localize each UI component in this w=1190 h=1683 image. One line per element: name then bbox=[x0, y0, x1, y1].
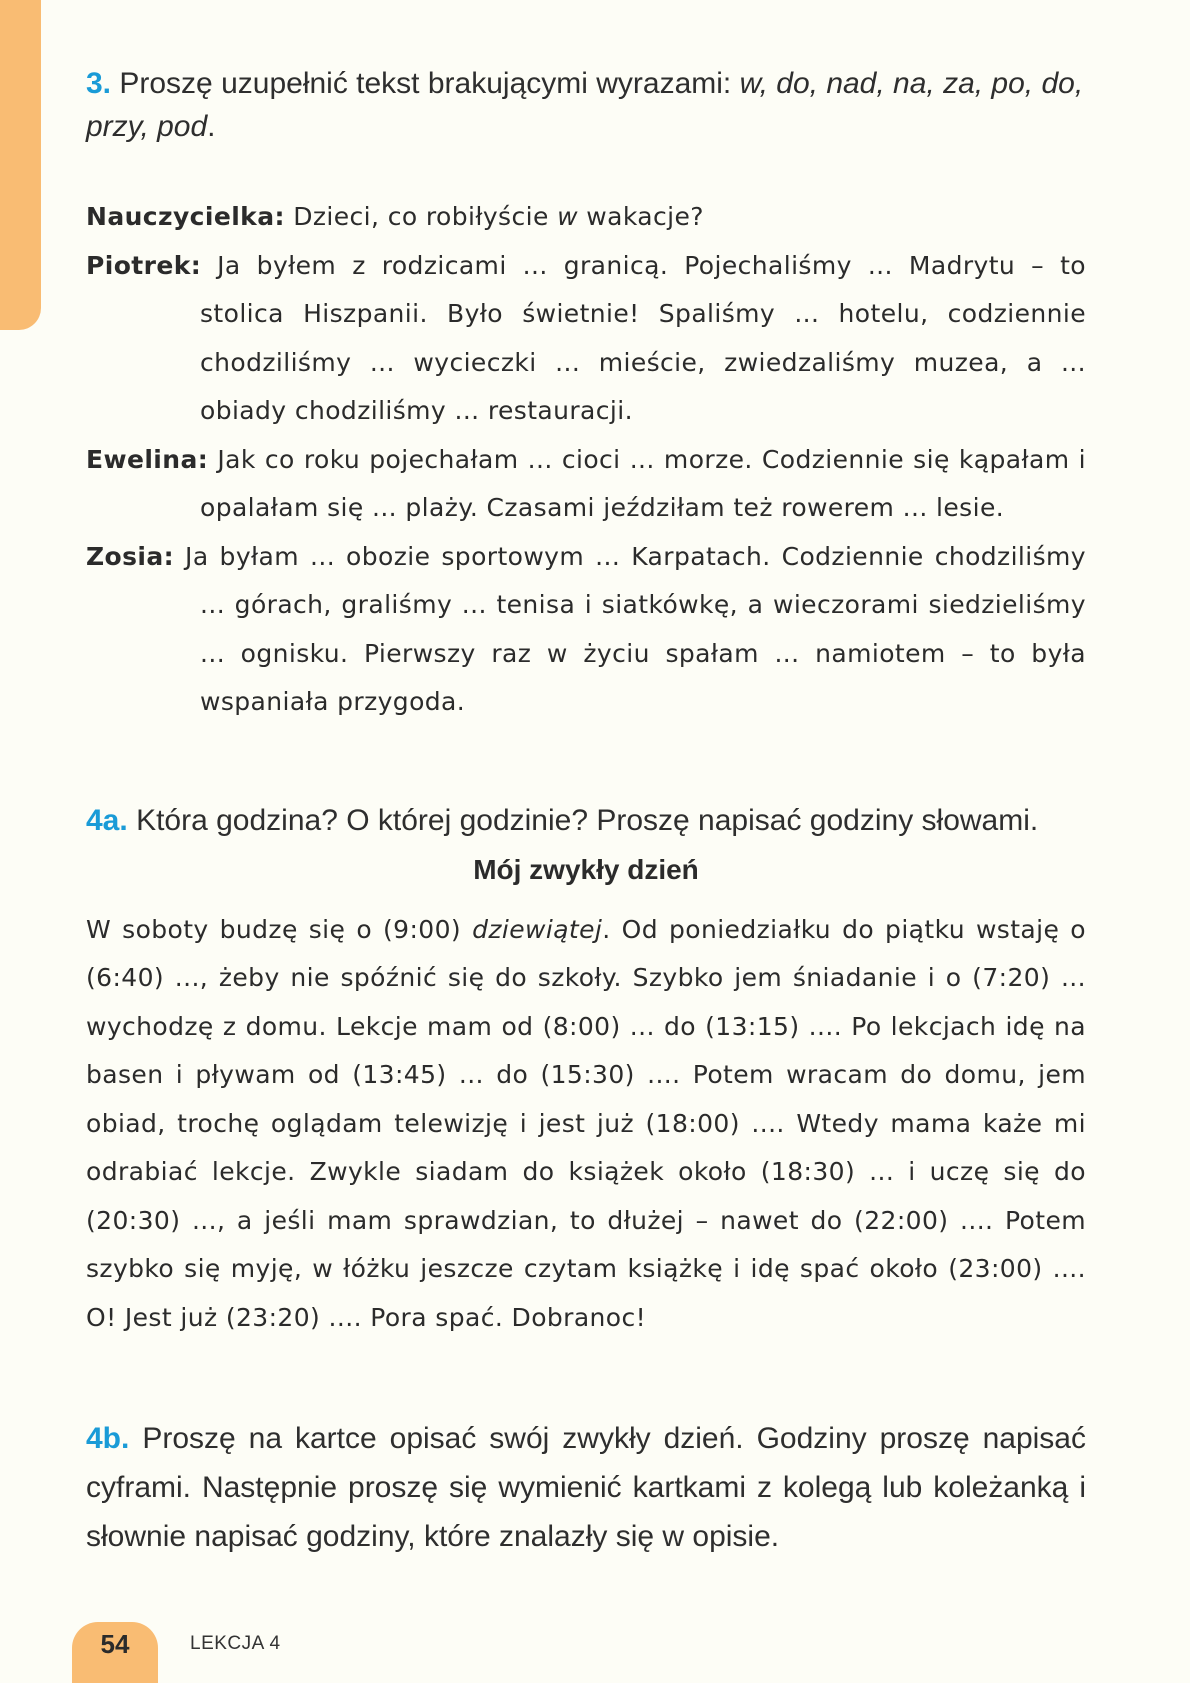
exercise-4a bbox=[86, 799, 1086, 1343]
story-title: Mój zwykły dzień bbox=[473, 853, 699, 885]
exercise-3-word-list: w, do, nad, na, za, po, do, przy, pod bbox=[86, 67, 1084, 143]
speaker-name: Zosia: bbox=[86, 541, 175, 571]
story-text-rest: . Od poniedziałku do piątku wstaję o (6:40) ..., żeby nie spóźnić się do szkoły. Szybko jem śniadanie i o (7:20) ... wychodzę z domu. Lekcje mam od (8:00) ... do (13:15) .... Po lekcjach idę na basen i pływam od (13:45) ... do (15:30) .... Potem wracam do domu, jem obiad, trochę oglądam telewizję i jest już (18:00) .... Wtedy mama każe mi odrabiać lekcje. Zwykle siadam do książek około (18:30) ... i uczę się do (20:30) ..., a jeśli mam sprawdzian, to dłużej – nawet do (22:00) .... Potem szybko się myję, w łóżku jeszcze czytam książkę i idę spać około (23:00) .... O! Jest już (23:20) .... Pora spać. Dobranoc! bbox=[86, 914, 1086, 1332]
story-text bbox=[86, 906, 1086, 1343]
dialogue-text: Dzieci, co robiłyście bbox=[284, 202, 558, 231]
exercise-3 bbox=[86, 62, 1086, 727]
dialogue-example-word: w bbox=[557, 202, 578, 231]
dialogue-text-end: wakacje? bbox=[577, 202, 704, 231]
story-text-start: W soboty budzę się o (9:00) bbox=[86, 914, 473, 944]
page-content bbox=[86, 62, 1086, 1561]
exercise-3-instruction-end: . bbox=[207, 110, 216, 143]
dialogue-text: Ja byłem z rodzicami ... granicą. Pojechaliśmy ... Madrytu – to stolica Hiszpanii. Było świetnie! Spaliśmy ... hotelu, codziennie chodziliśmy ... wycieczki ... mieście, zwiedzaliśmy muzea, a ... obiady chodziliśmy ... restauracji. bbox=[200, 250, 1086, 425]
dialogue bbox=[86, 193, 1086, 727]
exercise-4b-heading bbox=[86, 1414, 1086, 1561]
exercise-3-instruction: Proszę uzupełnić tekst brakującymi wyrazami: bbox=[119, 67, 740, 100]
dialogue-turn-teacher bbox=[86, 193, 1086, 242]
exercise-4b-instruction: Proszę na kartce opisać swój zwykły dzień. Godziny proszę napisać cyframi. Następnie proszę się wymienić kartkami z kolegą lub koleżanką i słownie napisać godziny, które znalazły się w opisie. bbox=[86, 1422, 1086, 1553]
exercise-4a-heading bbox=[86, 799, 1086, 842]
dialogue-text: Ja byłam ... obozie sportowym ... Karpatach. Codziennie chodziliśmy ... górach, graliśmy ... tenisa i siatkówkę, a wieczorami siedzieliśmy ... ognisku. Pierwszy raz w życiu spałam ... namiotem – to była wspaniała przygoda. bbox=[174, 541, 1086, 716]
dialogue-turn-zosia bbox=[86, 533, 1086, 727]
speaker-name: Piotrek: bbox=[86, 250, 202, 280]
dialogue-turn-ewelina bbox=[86, 436, 1086, 533]
dialogue-turn-piotrek bbox=[86, 242, 1086, 436]
story-example-answer: dziewiątej bbox=[472, 914, 603, 944]
speaker-name: Ewelina: bbox=[86, 444, 209, 474]
page-number: 54 bbox=[100, 1629, 130, 1659]
exercise-3-number: 3. bbox=[86, 67, 112, 100]
speaker-name: Nauczycielka: bbox=[86, 202, 285, 231]
side-color-tab bbox=[0, 0, 41, 330]
exercise-4b-number: 4b. bbox=[86, 1422, 130, 1455]
exercise-4b bbox=[86, 1414, 1086, 1561]
exercise-4a-instruction: Która godzina? O której godzinie? Proszę napisać godziny słowami. bbox=[136, 803, 1039, 837]
exercise-3-heading bbox=[86, 62, 1086, 148]
exercise-4a-number: 4a. bbox=[86, 803, 128, 837]
lesson-label: LEKCJA 4 bbox=[190, 1633, 281, 1654]
dialogue-text: Jak co roku pojechałam ... cioci ... morze. Codziennie się kąpałam i opalałam się ... plaży. Czasami jeździłam też rowerem ... lesie. bbox=[200, 444, 1086, 522]
